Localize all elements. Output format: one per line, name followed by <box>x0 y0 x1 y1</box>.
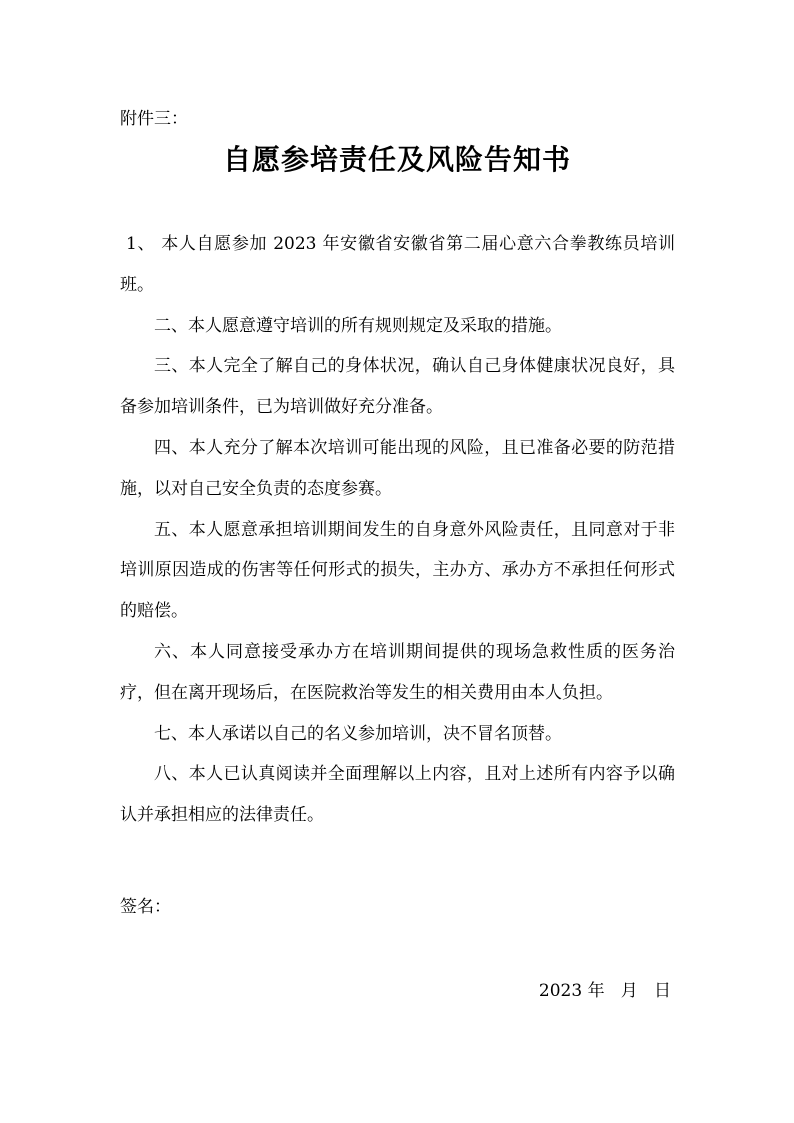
paragraph-3: 三、本人完全了解自己的身体状况，确认自己身体健康状况良好，具备参加培训条件，已为培训做好充分准备。 <box>120 356 675 418</box>
document-title: 自愿参培责任及风险告知书 <box>222 143 571 176</box>
paragraph-7: 七、本人承诺以自己的名义参加培训，决不冒名顶替。 <box>154 723 562 744</box>
paragraph-6: 六、本人同意接受承办方在培训期间提供的现场急救性质的医务治疗，但在离开现场后，在医院救治等发生的相关费用由本人负担。 <box>120 641 675 703</box>
date-line: 2023 年 月 日 <box>538 981 671 1001</box>
paragraph-5: 五、本人愿意承担培训期间发生的自身意外风险责任，且同意对于非培训原因造成的伤害等任何形式的损失，主办方、承办方不承担任何形式的赔偿。 <box>120 519 675 622</box>
attachment-label: 附件三： <box>120 109 188 129</box>
paragraph-2: 二、本人愿意遵守培训的所有规则规定及采取的措施。 <box>154 315 562 336</box>
paragraph-8: 八、本人已认真阅读并全面理解以上内容，且对上述所有内容予以确认并承担相应的法律责任。 <box>120 764 675 826</box>
paragraph-4: 四、本人充分了解本次培训可能出现的风险，且已准备必要的防范措施，以对自己安全负责的态度参赛。 <box>120 437 675 499</box>
paragraph-1: 1、 本人自愿参加 2023 年安徽省安徽省第二届心意六合拳教练员培训班。 <box>120 234 675 295</box>
document-body <box>120 224 675 836</box>
signature-label: 签名： <box>120 897 171 917</box>
